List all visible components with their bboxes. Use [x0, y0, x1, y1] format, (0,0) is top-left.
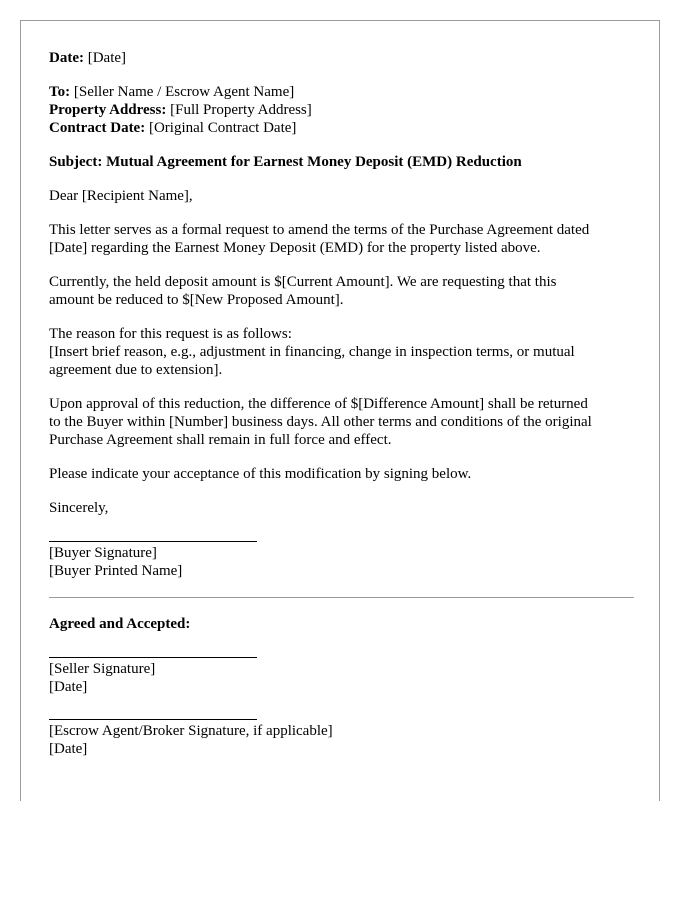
body-paragraph-amount	[49, 273, 639, 309]
seller-signature-line	[49, 657, 257, 658]
body-paragraph-reason	[49, 325, 639, 379]
body-line: to the Buyer within [Number] business days. All other terms and conditions of the original	[49, 414, 592, 430]
body-line: This letter serves as a formal request to amend the terms of the Purchase Agreement dated	[49, 222, 590, 238]
body-line: Currently, the held deposit amount is $[Current Amount]. We are requesting that this	[49, 274, 557, 290]
to-label: To:	[49, 84, 71, 100]
buyer-signature-block	[49, 541, 639, 580]
agreed-heading	[49, 615, 639, 633]
escrow-signature-label: [Escrow Agent/Broker Signature, if applicable]	[49, 723, 333, 739]
property-address-line	[49, 101, 639, 119]
seller-date: [Date]	[49, 679, 88, 695]
contract-date-label: Contract Date:	[49, 120, 146, 136]
contract-date-line	[49, 119, 639, 137]
buyer-printed-name: [Buyer Printed Name]	[49, 563, 183, 579]
date-value: [Date]	[87, 50, 127, 66]
date-label: Date:	[49, 50, 84, 66]
to-line	[49, 83, 639, 101]
body-line: The reason for this request is as follows:	[49, 326, 292, 342]
body-line: agreement due to extension].	[49, 362, 223, 378]
recipient-block	[49, 83, 639, 137]
agreed-heading-text: Agreed and Accepted:	[49, 616, 191, 632]
body-line: Purchase Agreement shall remain in full force and effect.	[49, 432, 392, 448]
subject-line	[49, 153, 639, 171]
escrow-signature-block	[49, 719, 639, 758]
contract-date-value: [Original Contract Date]	[148, 120, 297, 136]
acceptance-request: Please indicate your acceptance of this modification by signing below.	[49, 466, 472, 482]
body-paragraph-request	[49, 221, 639, 257]
escrow-signature-line	[49, 719, 257, 720]
buyer-signature-label: [Buyer Signature]	[49, 545, 157, 561]
salutation: Dear [Recipient Name],	[49, 188, 193, 204]
body-line: amount be reduced to $[New Proposed Amount].	[49, 292, 344, 308]
property-address-value: [Full Property Address]	[170, 102, 312, 118]
closing: Sincerely,	[49, 500, 109, 516]
buyer-signature-line	[49, 541, 257, 542]
seller-signature-label: [Seller Signature]	[49, 661, 156, 677]
letter-content	[49, 49, 639, 758]
body-paragraph-approval	[49, 395, 639, 449]
body-line: Upon approval of this reduction, the difference of $[Difference Amount] shall be returned	[49, 396, 588, 412]
escrow-date: [Date]	[49, 741, 88, 757]
body-line: [Date] regarding the Earnest Money Deposit (EMD) for the property listed above.	[49, 240, 541, 256]
property-address-label: Property Address:	[49, 102, 167, 118]
letter-page	[20, 20, 660, 801]
subject-text: Subject: Mutual Agreement for Earnest Money Deposit (EMD) Reduction	[49, 154, 522, 170]
seller-signature-block	[49, 657, 639, 696]
body-line: [Insert brief reason, e.g., adjustment in financing, change in inspection terms, or mutual	[49, 344, 575, 360]
section-divider	[49, 597, 634, 598]
date-line	[49, 49, 639, 67]
to-value: [Seller Name / Escrow Agent Name]	[73, 84, 295, 100]
